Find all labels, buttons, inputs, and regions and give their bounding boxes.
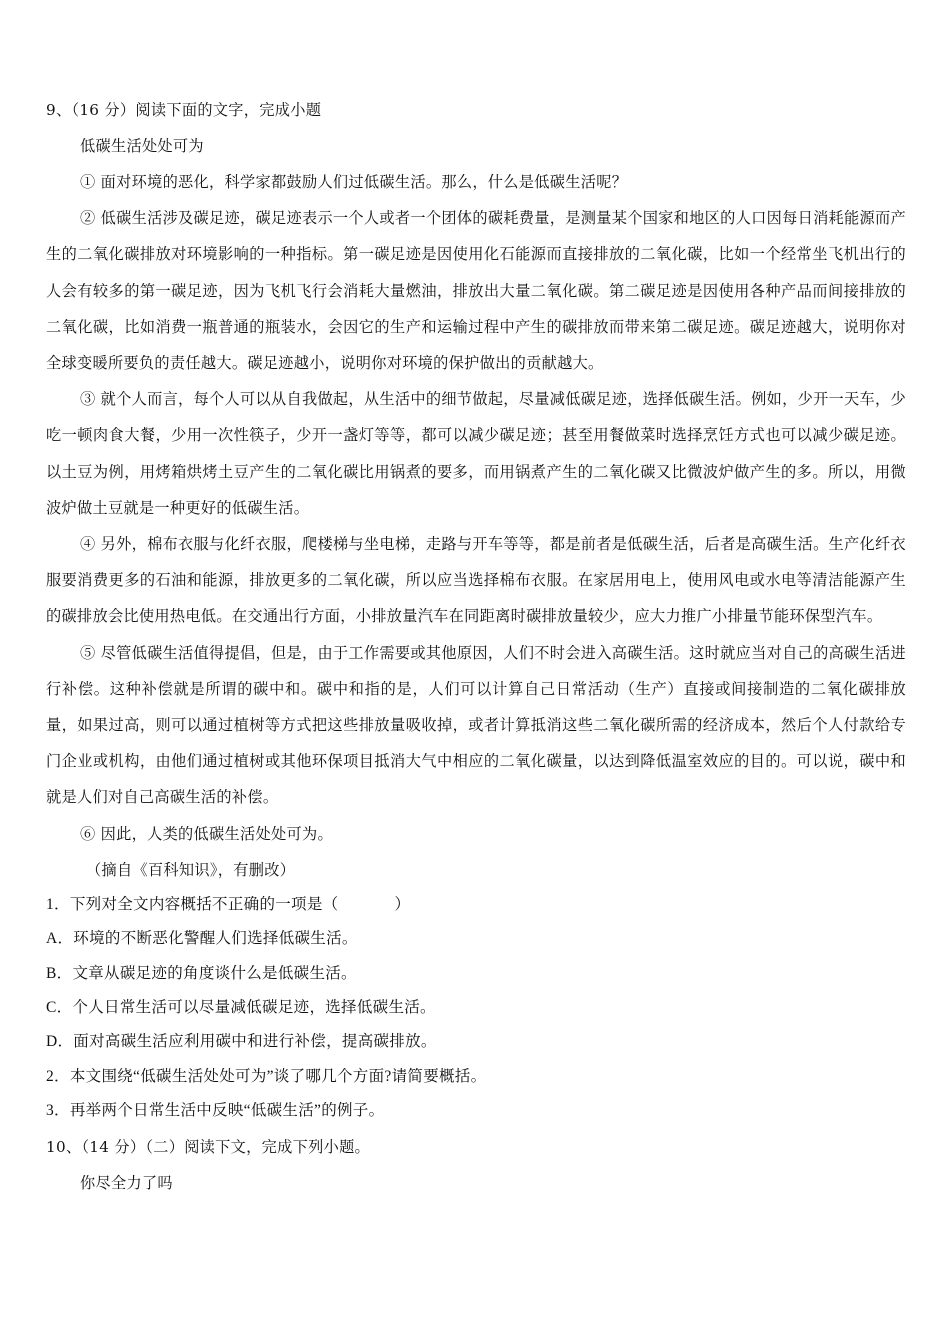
article-title: 低碳生活处处可为 — [80, 137, 204, 155]
paragraph-4: ④ 另外，棉布衣服与化纤衣服，爬楼梯与坐电梯，走路与开车等等，都是前者是低碳生活，后者是高碳生活。生产化纤衣服要消费更多的石油和能源，排放更多的二氧化碳，所以应当选择棉布衣服。在家居用电上，使用风电或水电等清洁能源产生的碳排放会比使用热电低。在交通出行方面，小排放量汽车在同距离时碳排放量较少，应大力推广小排量节能环保型汽车。 — [46, 535, 906, 626]
option-d: D．面对高碳生活应利用碳中和进行补偿，提高碳排放。 — [46, 1033, 437, 1051]
paragraph-3: ③ 就个人而言，每个人可以从自我做起，从生活中的细节做起，尽量减低碳足迹，选择低碳生活。例如，少开一天车，少吃一顿肉食大餐，少用一次性筷子，少开一盏灯等等，都可以减少碳足迹；甚至用餐做菜时选择烹饪方式也可以减少碳足迹。以土豆为例，用烤箱烘烤土豆产生的二氧化碳比用锅煮的要多，而用锅煮产生的二氧化碳又比微波炉做产生的多。所以，用微波炉做土豆就是一种更好的低碳生活。 — [46, 390, 906, 517]
sub-question-2: 2．本文围绕“低碳生活处处可为”谈了哪几个方面?请简要概括。 — [46, 1067, 487, 1085]
option-a: A．环境的不断恶化警醒人们选择低碳生活。 — [46, 930, 358, 948]
document-page — [46, 92, 906, 1201]
sub-question-1-text: 1．下列对全文内容概括不正确的一项是（ — [46, 895, 339, 913]
sub-question-1-close: ） — [394, 895, 411, 913]
paragraph-5: ⑤ 尽管低碳生活值得提倡，但是，由于工作需要或其他原因，人们不时会进入高碳生活。这时就应当对自己的高碳生活进行补偿。这种补偿就是所谓的碳中和。碳中和指的是，人们可以计算自己日常活动（生产）直接或间接制造的二氧化碳排放量，如果过高，则可以通过植树等方式把这些排放量吸收掉，或者计算抵消这些二氧化碳所需的经济成本，然后个人付款给专门企业或机构，由他们通过植树或其他环保项目抵消大气中相应的二氧化碳量，以达到降低温室效应的目的。可以说，碳中和就是人们对自己高碳生活的补偿。 — [46, 643, 906, 807]
paragraph-2: ② 低碳生活涉及碳足迹，碳足迹表示一个人或者一个团体的碳耗费量，是测量某个国家和地区的人口因每日消耗能源而产生的二氧化碳排放对环境影响的一种指标。第一碳足迹是因使用化石能源而直接排放的二氧化碳，比如一个经常坐飞机出行的人会有较多的第一碳足迹，因为飞机飞行会消耗大量燃油，排放出大量二氧化碳。第二碳足迹是因使用各种产品而间接排放的二氧化碳，比如消费一瓶普通的瓶装水，会因它的生产和运输过程中产生的碳排放而带来第二碳足迹。碳足迹越大，说明你对全球变暖所要负的责任越大。碳足迹越小，说明你对环境的保护做出的贡献越大。 — [46, 209, 906, 373]
article-source: （摘自《百科知识》，有删改） — [86, 860, 296, 879]
question-10-title: 你尽全力了吗 — [80, 1173, 173, 1192]
sub-question-3: 3．再举两个日常生活中反映“低碳生活”的例子。 — [46, 1102, 385, 1120]
question-9-header: 9、（16 分）阅读下面的文字，完成小题 — [46, 101, 322, 119]
paragraph-6: ⑥ 因此，人类的低碳生活处处可为。 — [80, 824, 333, 843]
paragraph-1: ① 面对环境的恶化，科学家都鼓励人们过低碳生活。那么，什么是低碳生活呢？ — [80, 173, 628, 191]
sub-question-1 — [46, 888, 906, 922]
option-b: B．文章从碳足迹的角度谈什么是低碳生活。 — [46, 964, 357, 982]
option-c: C．个人日常生活可以尽量减低碳足迹，选择低碳生活。 — [46, 999, 436, 1017]
question-10-header: 10、（14 分）（二）阅读下文，完成下列小题。 — [46, 1137, 371, 1156]
